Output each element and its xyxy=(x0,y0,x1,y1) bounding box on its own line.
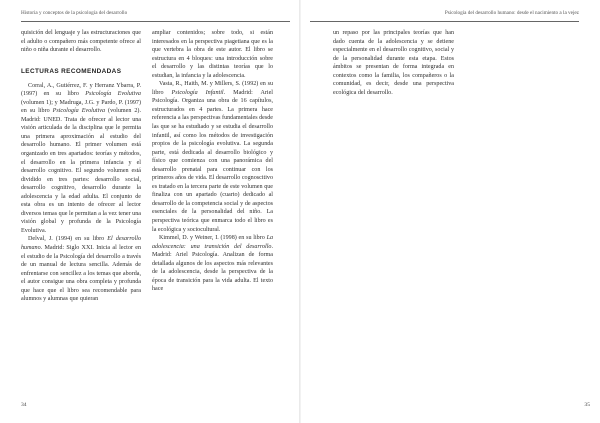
page-number-left: 34 xyxy=(21,402,27,408)
left-page-column-1 xyxy=(21,29,141,304)
reference-paragraph-corral: Corral, A., Gutiérrez, F. y Herranz Ybarra, P. (1997) en su libro Psicología Evolutiva (volumen 1); y Madruga, J.G. y Pardo, P. (1997) en su libro Psicología Evolutiva (volumen 2). Madrid: UNED. Trata de ofrecer al lector una visión articulada de la disciplina que le permita una primera aproximación al estudio del desarrollo humano. El primer volumen está organizado en tres apartados: teorías y métodos, el desarrollo en la primera infancia y el desarrollo cognitivo. El segundo volumen está dividido en tres partes: desarrollo social, desarrollo cognitivo, desarrollo durante la adolescencia y la edad adulta. El conjunto de esta obra es un intento de ofrecer al lector diversos temas que le permitan a la vez tener una visión global y profunda de la Psicología Evolutiva. xyxy=(21,82,141,234)
right-page xyxy=(300,0,600,423)
right-page-column-1 xyxy=(333,29,454,97)
page-number-right: 35 xyxy=(584,402,590,408)
running-head-right: Psicología del desarrollo humano: desde el nacimiento a la vejez xyxy=(310,9,579,22)
reference-paragraph-vasta: Vasta, R., Haith, M. y Millers, S. (1992) en su libro Psicología Infantil. Madrid: Ariel Psicología. Organiza una obra de 16 capítulos, estructurados en 4 partes. La primera hace referencia a las perspectivas fundamentales desde las que se ha estudiado y se estudia el desarrollo infantil, así como los métodos de investigación propios de la psicología evolutiva. La segunda parte, está dedicada al desarrollo biológico y físico que comienza con una panorámica del desarrollo prenatal para continuar con los primeros años de vida. El desarrollo cognoscitivo es tratado en la tercera parte de este volumen que finaliza con un apartado (cuarto) dedicado al desarrollo de la competencia social y de aspectos esenciales de la personalidad del niño. La perspectiva teórica que enmarca todo el libro es la ecológica y sociocultural. xyxy=(152,81,273,233)
running-head-left: Historia y conceptos de la psicología del desarrollo xyxy=(21,9,290,22)
paragraph-continuation: un repaso por las principales teorías que han dado cuenta de la adolescencia y se detiene especialmente en el desarrollo cognitivo, social y de la personalidad durante esta etapa. Estos ámbitos se presentan de forma integrada en contextos como la familia, los compañeros o la comunidad, es decir, desde una perspectiva ecológica del desarrollo. xyxy=(333,30,454,96)
section-heading: LECTURAS RECOMENDADAS xyxy=(21,67,122,75)
paragraph-continuation: ampliar contenidos; sobre todo, si están interesados en la perspectiva piagetiana que es la que vertebra la obra de este autor. El libro se estructura en 4 bloques: una introducción sobre el desarrollo y las distintas teorías que lo estudian, la infancia y la adolescencia. xyxy=(152,30,273,79)
reference-paragraph-kimmel: Kimmel, D. y Weiner, I. (1998) en su libro La adolescencia: una transición del desarrollo. Madrid: Ariel Psicología. Analizan de forma detallada algunos de los aspectos más relevantes de la adolescencia, desde la perspectiva de la época de transición para la vida adulta. El texto hace xyxy=(152,235,273,293)
left-page-column-2 xyxy=(152,29,273,294)
reference-paragraph-delval: Delval, J. (1994) en su libro El desarrollo humano. Madrid: Siglo XXI. Inicia al lector en el estudio de la Psicología del desarrollo a través de un manual de lectura sencilla. Además de enfrentarse con sencillez a los temas que aborda, el autor consigue una obra completa y profunda que hace que el libro sea recomendable para alumnos y alumnas que quieran xyxy=(21,236,141,303)
paragraph-continuation: quisición del lenguaje y las estructuraciones que el adulto o compañero más competente ofrece al niño o niña durante el desarrollo. xyxy=(21,30,141,54)
